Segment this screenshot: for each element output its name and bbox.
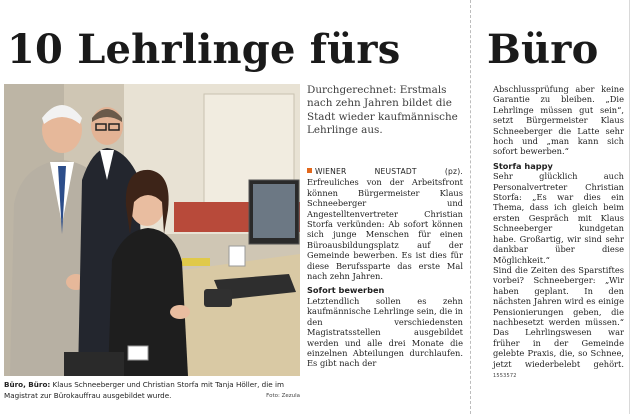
caption-text: Klaus Schneeberger und Christian Storfa mit Tanja Höller, die im Magistrat zur Bürokauffrau ausgebildet wurde. [4, 380, 284, 400]
photo-credit: Foto: Zezula [266, 393, 300, 399]
article-tag: 1553572 [493, 372, 517, 379]
subhead-sofort-bewerben: Sofort bewerben [307, 285, 385, 296]
paragraph-4: Sehr glücklich auch Personalvertreter Christian Storfa: „Es war dies ein Thema, dass ich gleich beim ersten Gespräch mit Klaus Schneeberger kundgetan habe. Großartig, wir sind sehr dankbar über diese Möglichkeit.“ [493, 171, 624, 265]
article-photo [4, 84, 300, 376]
paragraph-intro [307, 166, 463, 281]
lead-text: Durchgerechnet: Erstmals nach zehn Jahren bildet die Stadt wieder kaufmännische Lehrlinge aus. [307, 84, 458, 137]
paragraph-1: Erfreuliches von der Arbeitsfront können Bürgermeister Klaus Schneeberger und Angestelltenvertreter Christian Storfa verkünden: Ab sofort können sich junge Menschen für einen Büroausbildungsplatz auf der Gemeinde bewerben. Es ist dies für diese Berufssparte das erste Mal nach zehn Jahren. [307, 177, 463, 282]
headline-right: Büro [487, 26, 599, 73]
subhead-storfa-happy: Storfa happy [493, 160, 553, 171]
caption-title: Büro, Büro: [4, 380, 51, 389]
photo-caption [4, 379, 300, 402]
article-column-middle [307, 166, 463, 369]
paragraph-5-text: Sind die Zeiten des Sparstiftes vorbei? Schneeberger: „Wir haben geplant. In den nächsten Jahren wird es einige Pensionierungen geben, die nachbesetzt werden müssen.“ Das Lehrlingswesen war früher in der Gemeinde gelebte Praxis, die, so Schnee, jetzt wiederbelebt gehört. [493, 264, 624, 369]
paragraph-2: Letztendlich sollen es zehn kaufmännische Lehrlinge sein, die in den verschiedensten Magistratsstellen ausgebildet werden und alle drei Monate die einzelnen Abteilungen durchlaufen. Es gibt nach der [307, 295, 463, 369]
dateline: WIENER NEUSTADT (pz). [315, 167, 463, 176]
headline-left: 10 Lehrlinge fürs [7, 26, 401, 73]
article-column-right [493, 84, 624, 381]
section-marker-icon [307, 168, 312, 173]
page-edge-rule [629, 0, 630, 414]
column-divider [470, 0, 471, 414]
paragraph-5 [493, 265, 624, 381]
paragraph-3: Abschlussprüfung aber keine Garantie zu bleiben. „Die Lehrlinge müssen gut sein“, setzt Bürgermeister Klaus Schneeberger die Latte sehr hoch und „man kann sich sofort bewerben.“ [493, 84, 624, 157]
